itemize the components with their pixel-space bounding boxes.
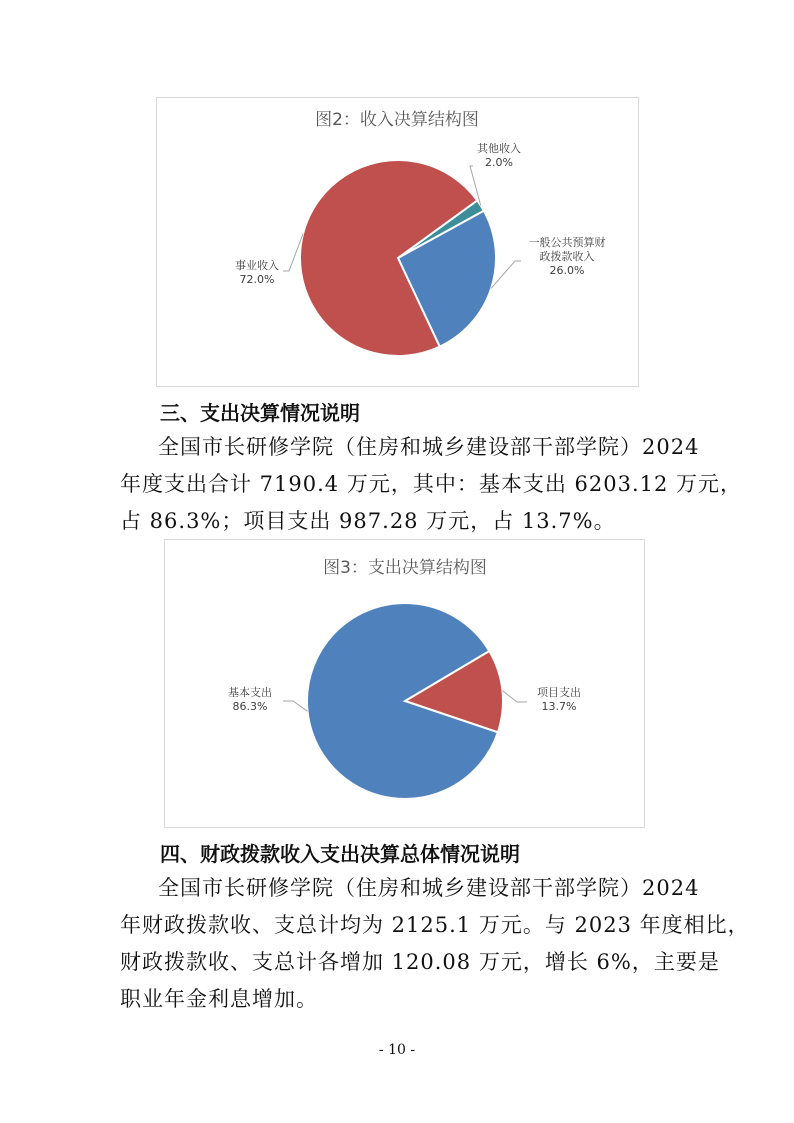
section-4-line-3: 财政拨款收、支总计各增加 120.08 万元，增长 6%，主要是	[120, 950, 720, 974]
section-3-line-1: 全国市长研修学院（住房和城乡建设部干部学院）2024	[158, 435, 700, 459]
section-4-line-1: 全国市长研修学院（住房和城乡建设部干部学院）2024	[158, 876, 700, 900]
slice-label: 政拨款收入	[539, 250, 595, 263]
leader-line-0	[502, 691, 527, 702]
slice-percent: 72.0%	[239, 273, 275, 286]
slice-percent: 26.0%	[549, 264, 585, 277]
slice-percent: 13.7%	[541, 700, 577, 713]
section-3-line-2: 年度支出合计 7190.4 万元，其中：基本支出 6203.12 万元，	[120, 472, 743, 496]
expenditure-pie-svg	[165, 540, 644, 827]
income-structure-chart	[156, 97, 639, 387]
slice-label: 项目支出	[537, 686, 581, 699]
leader-line-1	[283, 701, 308, 711]
section-4-line-4: 职业年金利息增加。	[120, 987, 318, 1011]
slice-label: 事业收入	[235, 259, 279, 272]
section-4-heading: 四、财政拨款收入支出决算总体情况说明	[160, 842, 520, 866]
page-number: - 10 -	[378, 1042, 416, 1058]
section-3-heading: 三、支出决算情况说明	[160, 401, 360, 425]
chart-title: 图2：收入决算结构图	[315, 110, 479, 130]
slice-percent: 86.3%	[232, 700, 268, 713]
section-3-line-3: 占 86.3%；项目支出 987.28 万元，占 13.7%。	[120, 509, 616, 533]
slice-label: 一般公共预算财	[528, 236, 606, 249]
expenditure-structure-chart	[164, 539, 645, 828]
section-4-line-2: 年财政拨款收、支总计均为 2125.1 万元。与 2023 年度相比，	[120, 913, 750, 937]
slice-label: 基本支出	[228, 686, 272, 699]
slice-percent: 2.0%	[485, 156, 513, 169]
slice-label: 其他收入	[477, 142, 521, 155]
income-pie-svg	[157, 98, 638, 386]
chart-title: 图3：支出决算结构图	[323, 558, 487, 578]
